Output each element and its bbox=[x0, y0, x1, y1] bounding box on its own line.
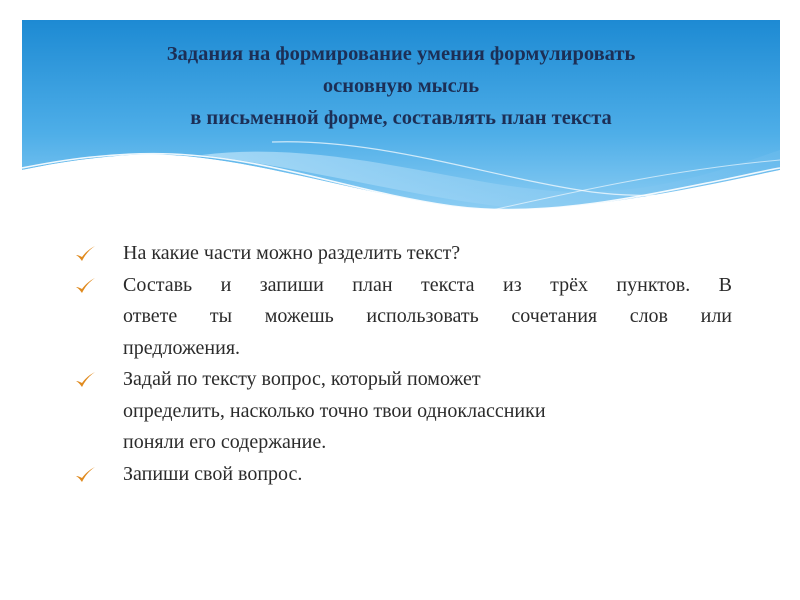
task-line: Составь и запиши план текста из трёх пунктов. В bbox=[123, 273, 732, 296]
task-text bbox=[123, 459, 732, 491]
title-line-2: основную мысль bbox=[322, 75, 480, 97]
task-line: На какие части можно разделить текст? bbox=[123, 242, 461, 264]
checkmark-icon bbox=[74, 465, 96, 485]
task-line: Задай по тексту вопрос, который поможет bbox=[123, 368, 481, 390]
task-text bbox=[123, 238, 732, 270]
task-line: ответе ты можешь использовать сочетания слов или bbox=[123, 305, 732, 327]
task-item bbox=[72, 238, 732, 270]
task-item bbox=[72, 459, 732, 491]
title-line-1: Задания на формирование умения формулировать bbox=[166, 43, 636, 65]
task-list bbox=[72, 238, 732, 490]
task-line: поняли его содержание. bbox=[123, 431, 327, 453]
task-text bbox=[123, 270, 732, 365]
task-item bbox=[72, 364, 732, 459]
checkmark-icon bbox=[74, 276, 96, 296]
task-text bbox=[123, 364, 732, 459]
title-line-3: в письменной форме, составлять план текста bbox=[190, 107, 612, 129]
task-line: Запиши свой вопрос. bbox=[123, 462, 303, 485]
checkmark-icon bbox=[74, 244, 96, 264]
task-item bbox=[72, 270, 732, 365]
task-line: определить, насколько точно твои одноклассники bbox=[123, 399, 546, 422]
checkmark-icon bbox=[74, 370, 96, 390]
slide-title bbox=[22, 38, 780, 134]
task-line: предложения. bbox=[123, 336, 241, 359]
